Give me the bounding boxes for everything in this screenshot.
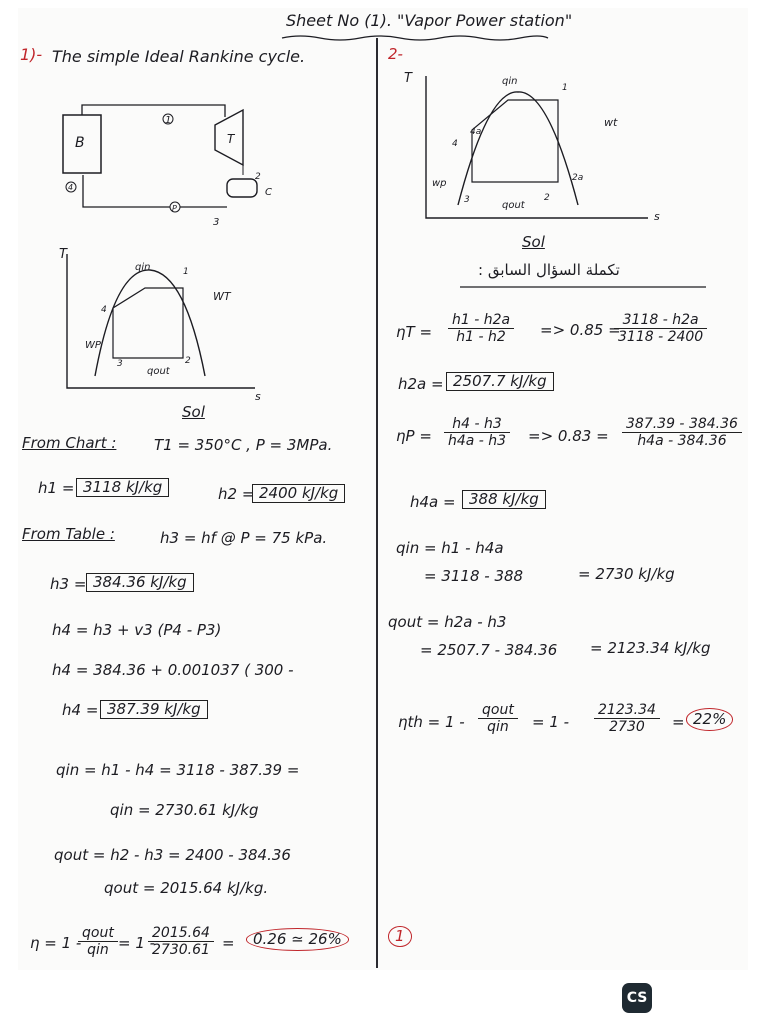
- etaP-den: h4a - h3: [448, 433, 507, 450]
- etath-equals: =: [672, 713, 685, 731]
- h4-value: 387.39 kJ/kg: [100, 700, 208, 719]
- title-underline: [280, 34, 550, 42]
- eta-frac-denominator: qin: [87, 942, 109, 959]
- eta-result: 0.26 ≃ 26%: [246, 928, 349, 951]
- ts2-state4a: 4a: [470, 127, 482, 137]
- sheet-title: Sheet No (1). "Vapor Power station": [286, 11, 573, 30]
- qin2-equation: qin = h1 - h4a: [396, 539, 504, 557]
- given-conditions: T1 = 350°C , P = 3MPa.: [154, 436, 333, 454]
- page-mark-1: 1: [388, 926, 412, 947]
- ts2-state2: 2: [544, 193, 550, 203]
- state4-label: 4: [68, 183, 74, 192]
- arabic-note: تكملة السؤال السابق :: [478, 261, 620, 279]
- qout2-result: = 2123.34 kJ/kg: [590, 639, 711, 657]
- ts2-s-axis-label: s: [654, 210, 660, 223]
- eta-lhs: η = 1 -: [30, 934, 82, 952]
- etaT-den: h1 - h2: [456, 329, 506, 346]
- h4-formula: h4 = h3 + v3 (P4 - P3): [52, 621, 222, 639]
- etath-val-num: 2123.34: [594, 702, 660, 719]
- ts1-state4: 4: [101, 305, 107, 315]
- qout2-substitution: = 2507.7 - 384.36: [420, 641, 558, 659]
- ts1-wt-label: WT: [213, 290, 231, 303]
- eta-fraction-symbolic: [78, 925, 118, 958]
- ts-diagram-1: [55, 248, 275, 408]
- qout-equation: qout = h2 - h3 = 2400 - 384.36: [54, 846, 291, 864]
- problem1-number: 1)-: [20, 45, 43, 64]
- h2-value: 2400 kJ/kg: [252, 484, 345, 503]
- turbine-label: T: [227, 132, 235, 146]
- problem2-number: 2-: [388, 45, 403, 63]
- etaT-den2: 3118 - 2400: [618, 329, 704, 346]
- etath-fraction: [478, 702, 518, 735]
- etaP-fraction-values: [622, 416, 742, 449]
- etaT-fraction: [448, 312, 514, 345]
- ts2-T-axis-label: T: [404, 71, 412, 86]
- ts2-state1: 1: [562, 83, 568, 93]
- ts-diagram-2: [398, 60, 678, 230]
- eta-frac-numerator: qout: [78, 925, 118, 942]
- qin2-result: = 2730 kJ/kg: [578, 565, 675, 583]
- camscanner-logo: CS: [622, 983, 652, 1013]
- ts1-qout-label: qout: [147, 366, 170, 377]
- ts1-T-axis-label: T: [59, 248, 67, 262]
- eta-mid: = 1 -: [118, 934, 156, 952]
- state3-label: 3: [213, 217, 220, 228]
- ts2-wp-label: wp: [432, 178, 447, 189]
- h1-value: 3118 kJ/kg: [76, 478, 169, 497]
- etath-result: 22%: [686, 708, 733, 731]
- qout-result: qout = 2015.64 kJ/kg.: [104, 879, 269, 897]
- h4a-value: 388 kJ/kg: [462, 490, 546, 509]
- h4a-lhs: h4a =: [410, 493, 456, 511]
- problem2-sol: Sol: [522, 233, 545, 251]
- etaP-den2: h4a - 384.36: [637, 433, 727, 450]
- etaP-arrow: => 0.83 =: [528, 427, 609, 445]
- qin-equation: qin = h1 - h4 = 3118 - 387.39 =: [56, 761, 300, 779]
- h3-definition: h3 = hf @ P = 75 kPa.: [160, 529, 328, 547]
- pump-label: P: [172, 204, 177, 213]
- eta-val-numerator: 2015.64: [148, 925, 214, 942]
- eta-equals: =: [222, 934, 235, 952]
- ts2-qin-label: qin: [502, 76, 518, 87]
- h4-substitution: h4 = 384.36 + 0.001037 ( 300 -: [52, 661, 294, 679]
- etath-fraction-values: [594, 702, 660, 735]
- eta-fraction-values: [148, 925, 214, 958]
- h1-lhs: h1 =: [38, 479, 75, 497]
- h2-lhs: h2 =: [218, 485, 255, 503]
- eta-val-denominator: 2730.61: [152, 942, 210, 959]
- ts1-state3: 3: [117, 359, 123, 369]
- condenser-label: C: [265, 187, 272, 198]
- arabic-underline: [458, 284, 708, 290]
- etath-num: qout: [478, 702, 518, 719]
- etaT-num: h1 - h2a: [448, 312, 514, 329]
- ts1-s-axis-label: s: [255, 390, 261, 403]
- etaP-num: h4 - h3: [444, 416, 510, 433]
- etaP-fraction: [444, 416, 510, 449]
- h3-lhs: h3 =: [50, 575, 87, 593]
- etath-den: qin: [487, 719, 509, 736]
- qin2-substitution: = 3118 - 388: [424, 567, 524, 585]
- etath-lhs: ηth = 1 -: [398, 713, 465, 731]
- etaP-lhs: ηP =: [396, 427, 432, 445]
- ts1-state1: 1: [183, 267, 189, 277]
- state2-label: 2: [255, 172, 261, 182]
- boiler-label: B: [75, 135, 85, 151]
- etaT-lhs: ηT =: [396, 323, 433, 341]
- ts1-wp-label: WP: [85, 340, 101, 351]
- ts2-qout-label: qout: [502, 200, 525, 211]
- condenser-shape: [227, 179, 257, 197]
- h2a-lhs: h2a =: [398, 375, 444, 393]
- etaT-fraction-values: [614, 312, 707, 345]
- ts1-qin-label: qin: [135, 262, 151, 273]
- etaP-num2: 387.39 - 384.36: [622, 416, 742, 433]
- from-chart-label: From Chart :: [22, 434, 117, 452]
- ts1-state2: 2: [185, 356, 191, 366]
- ts2-state4: 4: [452, 139, 458, 149]
- state1-label: 1: [165, 115, 172, 126]
- etath-val-den: 2730: [609, 719, 645, 736]
- problem1-sol: Sol: [182, 403, 205, 421]
- h3-value: 384.36 kJ/kg: [86, 573, 194, 592]
- ts2-wt-label: wt: [604, 116, 618, 129]
- ts2-state3: 3: [464, 195, 470, 205]
- ts2-state2a: 2a: [572, 173, 584, 183]
- problem1-heading: The simple Ideal Rankine cycle.: [52, 47, 306, 66]
- column-divider: [376, 38, 378, 968]
- etaT-num2: 3118 - h2a: [614, 312, 707, 329]
- etath-mid: = 1 -: [532, 713, 570, 731]
- qin-result: qin = 2730.61 kJ/kg: [110, 801, 259, 819]
- h4-lhs: h4 =: [62, 701, 99, 719]
- rankine-schematic: [55, 95, 285, 235]
- h2a-value: 2507.7 kJ/kg: [446, 372, 554, 391]
- qout2-equation: qout = h2a - h3: [388, 613, 507, 631]
- etaT-arrow: => 0.85 =: [540, 321, 621, 339]
- from-table-label: From Table :: [22, 525, 115, 543]
